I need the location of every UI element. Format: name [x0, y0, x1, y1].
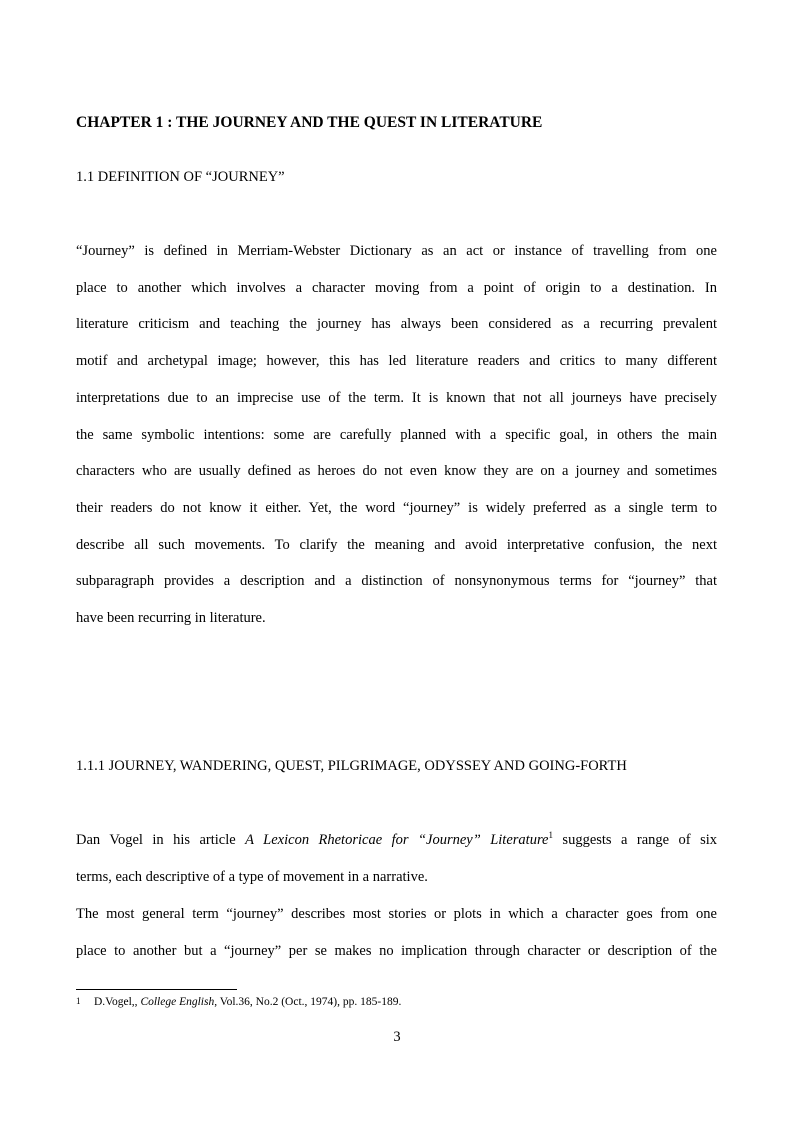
paragraph-line: place to another which involves a character moving from a point of origin to a destination. In [76, 279, 717, 296]
section-heading-terms: 1.1.1 JOURNEY, WANDERING, QUEST, PILGRIMAGE, ODYSSEY AND GOING-FORTH [76, 758, 627, 774]
text-run: Dan Vogel in his article [76, 832, 246, 848]
text-run: suggests a range of six [552, 832, 717, 848]
section-heading-definition: 1.1 DEFINITION OF “JOURNEY” [76, 169, 285, 185]
page-number: 3 [393, 1029, 401, 1045]
paragraph-line: The most general term “journey” describes most stories or plots in which a character goes from one [76, 906, 717, 922]
footnote [76, 996, 401, 1008]
paragraph-line: the same symbolic intentions: some are carefully planned with a specific goal, in others the main [76, 426, 717, 443]
article-title: A Lexicon Rhetoricae for “Journey” Literature [245, 832, 549, 848]
definition-paragraph [76, 233, 717, 637]
vogel-paragraph [76, 822, 717, 895]
journey-term-paragraph [76, 896, 717, 969]
paragraph-line [76, 822, 717, 859]
paragraph-line: characters who are usually defined as heroes do not even know they are on a journey and sometimes [76, 463, 717, 480]
chapter-title: CHAPTER 1 : THE JOURNEY AND THE QUEST IN LITERATURE [76, 114, 543, 131]
footnote-details: , Vol.36, No.2 (Oct., 1974), pp. 185-189. [214, 996, 402, 1008]
footnote-separator [76, 989, 237, 990]
paragraph-line: literature criticism and teaching the journey has always been considered as a recurring prevalent [76, 316, 717, 333]
footnote-author: D.Vogel,, [94, 996, 141, 1008]
paragraph-line: motif and archetypal image; however, this has led literature readers and critics to many different [76, 353, 717, 370]
paragraph-line: their readers do not know it either. Yet, the word “journey” is widely preferred as a single term to [76, 499, 717, 516]
footnote-journal: College English [140, 996, 215, 1008]
paragraph-line: interpretations due to an imprecise use of the term. It is known that not all journeys have precisely [76, 389, 717, 406]
paragraph-line: place to another but a “journey” per se makes no implication through character or description of the [76, 942, 717, 959]
footnote-number: 1 [76, 996, 81, 1006]
paragraph-line: “Journey” is defined in Merriam-Webster Dictionary as an act or instance of travelling from one [76, 243, 717, 259]
paragraph-line: have been recurring in literature. [76, 610, 266, 627]
paragraph-line: terms, each descriptive of a type of movement in a narrative. [76, 868, 428, 885]
paragraph-line: describe all such movements. To clarify the meaning and avoid interpretative confusion, the next [76, 536, 717, 553]
footnote-reference[interactable]: 1 [548, 830, 553, 841]
paragraph-line: subparagraph provides a description and a distinction of nonsynonymous terms for “journey” that [76, 573, 717, 590]
